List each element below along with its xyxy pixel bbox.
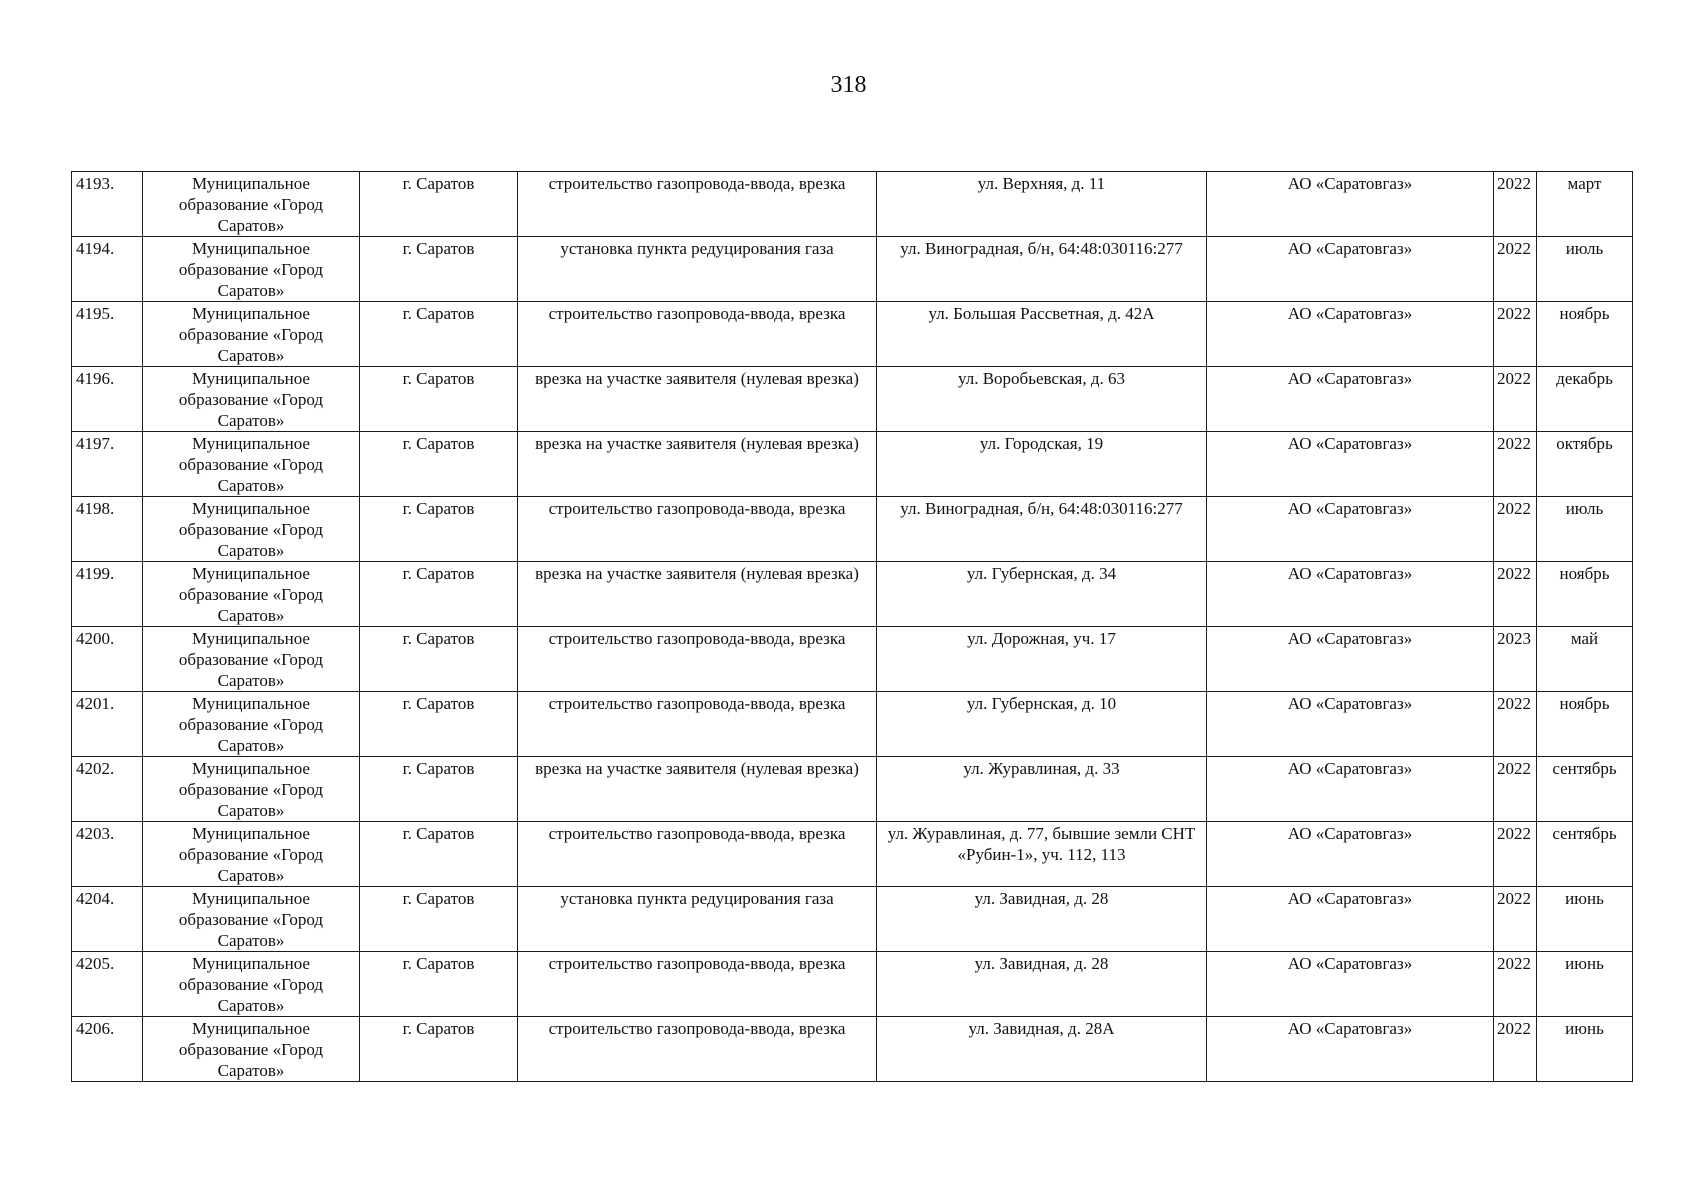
city-cell: г. Саратов bbox=[360, 627, 518, 692]
address-cell: ул. Завидная, д. 28А bbox=[877, 1017, 1207, 1082]
row-number: 4202. bbox=[72, 757, 143, 822]
month-cell: июль bbox=[1537, 497, 1633, 562]
work-type-cell: строительство газопровода-ввода, врезка bbox=[518, 627, 877, 692]
month-cell: июнь bbox=[1537, 952, 1633, 1017]
table-row bbox=[72, 562, 1633, 627]
registry-table bbox=[71, 171, 1633, 1082]
month-cell: июнь bbox=[1537, 1017, 1633, 1082]
row-number: 4199. bbox=[72, 562, 143, 627]
month-cell: ноябрь bbox=[1537, 302, 1633, 367]
row-number: 4195. bbox=[72, 302, 143, 367]
city-cell: г. Саратов bbox=[360, 367, 518, 432]
table-body bbox=[72, 172, 1633, 1082]
table-row bbox=[72, 1017, 1633, 1082]
municipality-cell: Муниципальное образование «Город Саратов» bbox=[143, 887, 360, 952]
city-cell: г. Саратов bbox=[360, 952, 518, 1017]
city-cell: г. Саратов bbox=[360, 302, 518, 367]
month-cell: ноябрь bbox=[1537, 692, 1633, 757]
organization-cell: АО «Саратовгаз» bbox=[1207, 302, 1494, 367]
organization-cell: АО «Саратовгаз» bbox=[1207, 952, 1494, 1017]
table-row bbox=[72, 497, 1633, 562]
row-number: 4197. bbox=[72, 432, 143, 497]
table-row bbox=[72, 367, 1633, 432]
address-cell: ул. Губернская, д. 10 bbox=[877, 692, 1207, 757]
year-cell: 2022 bbox=[1494, 562, 1537, 627]
organization-cell: АО «Саратовгаз» bbox=[1207, 887, 1494, 952]
city-cell: г. Саратов bbox=[360, 692, 518, 757]
month-cell: март bbox=[1537, 172, 1633, 237]
organization-cell: АО «Саратовгаз» bbox=[1207, 822, 1494, 887]
month-cell: сентябрь bbox=[1537, 757, 1633, 822]
table-row bbox=[72, 627, 1633, 692]
organization-cell: АО «Саратовгаз» bbox=[1207, 432, 1494, 497]
organization-cell: АО «Саратовгаз» bbox=[1207, 627, 1494, 692]
year-cell: 2022 bbox=[1494, 887, 1537, 952]
municipality-cell: Муниципальное образование «Город Саратов» bbox=[143, 237, 360, 302]
row-number: 4194. bbox=[72, 237, 143, 302]
municipality-cell: Муниципальное образование «Город Саратов» bbox=[143, 562, 360, 627]
organization-cell: АО «Саратовгаз» bbox=[1207, 757, 1494, 822]
work-type-cell: строительство газопровода-ввода, врезка bbox=[518, 692, 877, 757]
city-cell: г. Саратов bbox=[360, 497, 518, 562]
work-type-cell: врезка на участке заявителя (нулевая врезка) bbox=[518, 562, 877, 627]
work-type-cell: строительство газопровода-ввода, врезка bbox=[518, 1017, 877, 1082]
month-cell: октябрь bbox=[1537, 432, 1633, 497]
table-row bbox=[72, 692, 1633, 757]
address-cell: ул. Большая Рассветная, д. 42А bbox=[877, 302, 1207, 367]
city-cell: г. Саратов bbox=[360, 562, 518, 627]
city-cell: г. Саратов bbox=[360, 432, 518, 497]
table-row bbox=[72, 822, 1633, 887]
year-cell: 2022 bbox=[1494, 692, 1537, 757]
work-type-cell: строительство газопровода-ввода, врезка bbox=[518, 497, 877, 562]
address-cell: ул. Городская, 19 bbox=[877, 432, 1207, 497]
year-cell: 2022 bbox=[1494, 757, 1537, 822]
work-type-cell: врезка на участке заявителя (нулевая врезка) bbox=[518, 757, 877, 822]
year-cell: 2022 bbox=[1494, 432, 1537, 497]
table-row bbox=[72, 237, 1633, 302]
year-cell: 2022 bbox=[1494, 302, 1537, 367]
address-cell: ул. Воробьевская, д. 63 bbox=[877, 367, 1207, 432]
organization-cell: АО «Саратовгаз» bbox=[1207, 367, 1494, 432]
month-cell: декабрь bbox=[1537, 367, 1633, 432]
year-cell: 2022 bbox=[1494, 497, 1537, 562]
address-cell: ул. Завидная, д. 28 bbox=[877, 952, 1207, 1017]
address-cell: ул. Журавлиная, д. 33 bbox=[877, 757, 1207, 822]
municipality-cell: Муниципальное образование «Город Саратов» bbox=[143, 302, 360, 367]
municipality-cell: Муниципальное образование «Город Саратов» bbox=[143, 757, 360, 822]
year-cell: 2022 bbox=[1494, 172, 1537, 237]
work-type-cell: строительство газопровода-ввода, врезка bbox=[518, 302, 877, 367]
year-cell: 2022 bbox=[1494, 367, 1537, 432]
month-cell: июль bbox=[1537, 237, 1633, 302]
city-cell: г. Саратов bbox=[360, 757, 518, 822]
city-cell: г. Саратов bbox=[360, 887, 518, 952]
address-cell: ул. Дорожная, уч. 17 bbox=[877, 627, 1207, 692]
city-cell: г. Саратов bbox=[360, 1017, 518, 1082]
work-type-cell: врезка на участке заявителя (нулевая врезка) bbox=[518, 367, 877, 432]
row-number: 4198. bbox=[72, 497, 143, 562]
organization-cell: АО «Саратовгаз» bbox=[1207, 237, 1494, 302]
municipality-cell: Муниципальное образование «Город Саратов» bbox=[143, 172, 360, 237]
month-cell: ноябрь bbox=[1537, 562, 1633, 627]
table-row bbox=[72, 432, 1633, 497]
row-number: 4196. bbox=[72, 367, 143, 432]
work-type-cell: установка пункта редуцирования газа bbox=[518, 887, 877, 952]
work-type-cell: строительство газопровода-ввода, врезка bbox=[518, 952, 877, 1017]
table-row bbox=[72, 887, 1633, 952]
address-cell: ул. Журавлиная, д. 77, бывшие земли СНТ «Рубин-1», уч. 112, 113 bbox=[877, 822, 1207, 887]
table-row bbox=[72, 172, 1633, 237]
month-cell: сентябрь bbox=[1537, 822, 1633, 887]
city-cell: г. Саратов bbox=[360, 822, 518, 887]
organization-cell: АО «Саратовгаз» bbox=[1207, 497, 1494, 562]
address-cell: ул. Виноградная, б/н, 64:48:030116:277 bbox=[877, 497, 1207, 562]
address-cell: ул. Виноградная, б/н, 64:48:030116:277 bbox=[877, 237, 1207, 302]
work-type-cell: установка пункта редуцирования газа bbox=[518, 237, 877, 302]
row-number: 4206. bbox=[72, 1017, 143, 1082]
address-cell: ул. Губернская, д. 34 bbox=[877, 562, 1207, 627]
municipality-cell: Муниципальное образование «Город Саратов» bbox=[143, 952, 360, 1017]
row-number: 4200. bbox=[72, 627, 143, 692]
row-number: 4203. bbox=[72, 822, 143, 887]
month-cell: май bbox=[1537, 627, 1633, 692]
municipality-cell: Муниципальное образование «Город Саратов» bbox=[143, 497, 360, 562]
municipality-cell: Муниципальное образование «Город Саратов» bbox=[143, 1017, 360, 1082]
row-number: 4193. bbox=[72, 172, 143, 237]
row-number: 4201. bbox=[72, 692, 143, 757]
table-row bbox=[72, 757, 1633, 822]
municipality-cell: Муниципальное образование «Город Саратов» bbox=[143, 367, 360, 432]
year-cell: 2022 bbox=[1494, 822, 1537, 887]
organization-cell: АО «Саратовгаз» bbox=[1207, 172, 1494, 237]
municipality-cell: Муниципальное образование «Город Саратов» bbox=[143, 432, 360, 497]
row-number: 4204. bbox=[72, 887, 143, 952]
row-number: 4205. bbox=[72, 952, 143, 1017]
table-row bbox=[72, 302, 1633, 367]
organization-cell: АО «Саратовгаз» bbox=[1207, 1017, 1494, 1082]
organization-cell: АО «Саратовгаз» bbox=[1207, 562, 1494, 627]
table-row bbox=[72, 952, 1633, 1017]
year-cell: 2022 bbox=[1494, 1017, 1537, 1082]
city-cell: г. Саратов bbox=[360, 172, 518, 237]
year-cell: 2022 bbox=[1494, 952, 1537, 1017]
year-cell: 2022 bbox=[1494, 237, 1537, 302]
city-cell: г. Саратов bbox=[360, 237, 518, 302]
work-type-cell: строительство газопровода-ввода, врезка bbox=[518, 822, 877, 887]
work-type-cell: врезка на участке заявителя (нулевая врезка) bbox=[518, 432, 877, 497]
municipality-cell: Муниципальное образование «Город Саратов» bbox=[143, 627, 360, 692]
municipality-cell: Муниципальное образование «Город Саратов» bbox=[143, 822, 360, 887]
address-cell: ул. Верхняя, д. 11 bbox=[877, 172, 1207, 237]
page-number: 318 bbox=[830, 72, 867, 98]
work-type-cell: строительство газопровода-ввода, врезка bbox=[518, 172, 877, 237]
municipality-cell: Муниципальное образование «Город Саратов» bbox=[143, 692, 360, 757]
address-cell: ул. Завидная, д. 28 bbox=[877, 887, 1207, 952]
organization-cell: АО «Саратовгаз» bbox=[1207, 692, 1494, 757]
month-cell: июнь bbox=[1537, 887, 1633, 952]
year-cell: 2023 bbox=[1494, 627, 1537, 692]
